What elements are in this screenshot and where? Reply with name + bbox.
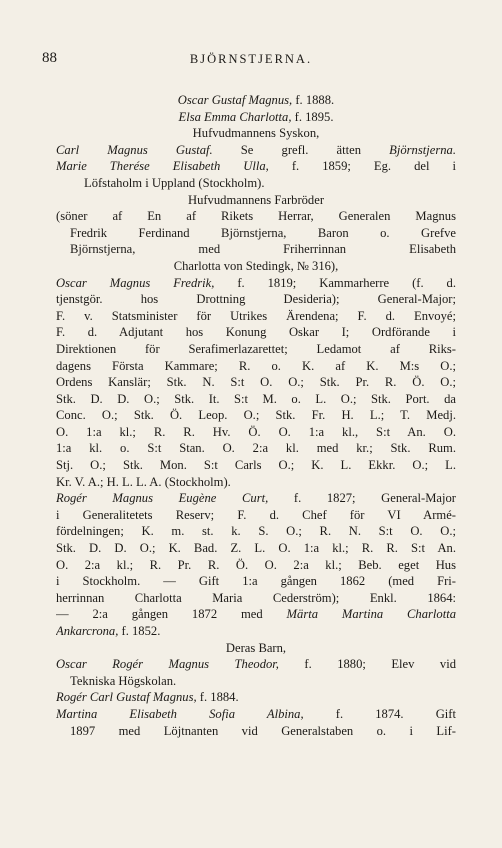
text-segment: i Stockholm. — Gift 1:a gången 1862 (med Fri- — [56, 574, 456, 589]
text-line — [56, 606, 456, 623]
text-line — [56, 358, 456, 375]
text-segment: Charlotta von Stedingk, № 316), — [173, 258, 339, 273]
text-segment: Ordens Kanslär; Stk. N. S:t O. O.; Stk. Pr. R. Ö. O.; — [56, 375, 456, 390]
text-segment: Fredrik Ferdinand Björnstjerna, Baron o. Grefve — [70, 225, 456, 240]
page-header — [42, 50, 460, 72]
text-line — [56, 573, 456, 590]
text-segment: f. 1852. — [118, 624, 161, 638]
italic-name: Elsa Emma Charlotta, — [178, 109, 292, 124]
text-segment: f. 1874. Gift — [303, 706, 456, 721]
text-line — [56, 689, 456, 706]
text-line — [56, 673, 456, 690]
text-segment: O. 2:a kl.; R. Pr. R. Ö. O. 2:a kl.; Beb. eget Hus — [56, 557, 456, 572]
text-segment: F. d. Adjutant hos Konung Oskar I; Ordförande i — [56, 325, 456, 340]
running-head: BJÖRNSTJERNA. — [189, 52, 313, 66]
text-segment: f. 1884. — [196, 690, 239, 705]
text-segment: Hufvudmannens Farbröder — [187, 192, 325, 207]
text-line — [56, 225, 456, 242]
text-line — [56, 324, 456, 341]
text-line — [56, 490, 456, 507]
text-segment: F. v. Statsminister för Utrikes Ärendena; F. d. Envoyé; — [56, 308, 456, 323]
text-segment: O. 1:a kl.; R. R. Hv. Ö. O. 1:a kl., S:t An. O. — [56, 424, 456, 439]
text-line — [56, 540, 456, 557]
text-segment: 1897 med Löjtnanten vid Generalstaben o. i Lif- — [70, 723, 456, 738]
text-segment: f. 1859; Eg. del i — [268, 159, 456, 174]
text-segment: Hufvudmannens Syskon, — [192, 126, 320, 141]
italic-name: Martina Elisabeth Sofia Albina, — [56, 706, 304, 721]
text-segment: Conc. O.; Stk. Ö. Leop. O.; Stk. Fr. H. L.; T. Medj. — [56, 408, 456, 423]
text-segment: tjenstgör. hos Drottning Desideria); General-Major; — [56, 292, 456, 307]
text-segment: Kr. V. A.; H. L. L. A. (Stockholm). — [56, 474, 231, 489]
text-line — [56, 440, 456, 457]
text-segment: f. 1819; Kammarherre (f. d. — [214, 275, 456, 290]
text-line — [56, 192, 456, 209]
text-segment: Löfstaholm i Uppland (Stockholm). — [84, 175, 265, 190]
text-segment: Stk. D. D. O.; K. Bad. Z. L. O. 1:a kl.; R. R. S:t An. — [56, 541, 456, 556]
text-line — [56, 275, 456, 292]
text-line — [56, 523, 456, 540]
text-line — [56, 374, 456, 391]
italic-name: Marie Therése Elisabeth Ulla, — [56, 159, 269, 174]
text-line — [56, 507, 456, 524]
text-line — [56, 474, 456, 491]
text-segment: 1:a kl. o. S:t Stan. O. 2:a kl. med kr.; Stk. Rum. — [56, 441, 456, 456]
italic-name: Oscar Rogér Magnus Theodor, — [56, 657, 279, 672]
text-line — [56, 407, 456, 424]
text-segment: (söner af En af Rikets Herrar, Generalen Magnus — [56, 209, 456, 224]
text-segment: f. 1888. — [292, 93, 335, 107]
text-line — [56, 391, 456, 408]
text-segment: herrinnan Charlotta Maria Cederström); Enkl. 1864: — [56, 590, 456, 605]
text-line — [56, 142, 456, 159]
italic-name: Märta Martina Charlotta — [286, 607, 456, 622]
text-line — [56, 308, 456, 325]
text-line — [56, 291, 456, 308]
text-line — [56, 656, 456, 673]
text-segment: i Generalitetets Reserv; F. d. Chef för VI Armé- — [56, 507, 456, 522]
text-line — [56, 241, 456, 258]
italic-name: Björnstjerna. — [389, 142, 456, 157]
italic-name: Oscar Gustaf Magnus, — [177, 93, 293, 107]
text-segment: Stj. O.; Stk. Mon. S:t Carls O.; K. L. Ekkr. O.; L. — [56, 458, 456, 473]
text-segment: f. 1827; General-Major — [268, 491, 456, 506]
text-segment: Direktionen för Serafimerlazarettet; Ledamot af Riks- — [56, 341, 456, 356]
text-line — [56, 125, 456, 142]
text-line — [56, 158, 456, 175]
text-segment: Tekniska Högskolan. — [70, 673, 177, 688]
text-line — [56, 109, 456, 126]
italic-name: Ankarcrona, — [56, 624, 119, 638]
text-line — [56, 590, 456, 607]
text-segment: Deras Barn, — [225, 640, 287, 655]
text-segment: dagens Första Kammare; R. o. K. af K. M:s O.; — [56, 358, 456, 373]
text-line — [56, 341, 456, 358]
text-line — [56, 424, 456, 441]
text-segment: f. 1880; Elev vid — [278, 657, 456, 672]
text-line — [56, 457, 456, 474]
text-line — [56, 723, 456, 740]
page-body — [56, 92, 456, 739]
text-line — [56, 258, 456, 275]
text-segment: Björnstjerna, med Friherrinnan Elisabeth — [70, 242, 456, 257]
text-line — [56, 92, 456, 109]
italic-name: Rogér Carl Gustaf Magnus, — [56, 690, 197, 705]
page-number: 88 — [42, 50, 57, 66]
italic-name: Rogér Magnus Eugène Curt, — [56, 491, 269, 506]
text-line — [56, 175, 456, 192]
text-line — [56, 640, 456, 657]
italic-name: Carl Magnus Gustaf. — [56, 142, 213, 157]
text-segment: — 2:a gången 1872 med — [56, 607, 287, 622]
text-segment: f. 1895. — [291, 109, 334, 124]
text-line — [56, 623, 456, 640]
text-line — [56, 706, 456, 723]
text-line — [56, 208, 456, 225]
text-segment: fördelningen; K. m. st. k. S. O.; R. N. S:t O. O.; — [56, 524, 456, 539]
text-line — [56, 557, 456, 574]
italic-name: Oscar Magnus Fredrik, — [56, 275, 215, 290]
text-segment: Se grefl. ätten — [212, 142, 390, 157]
text-segment: Stk. D. D. O.; Stk. It. S:t M. o. L. O.; Stk. Port. da — [56, 391, 456, 406]
